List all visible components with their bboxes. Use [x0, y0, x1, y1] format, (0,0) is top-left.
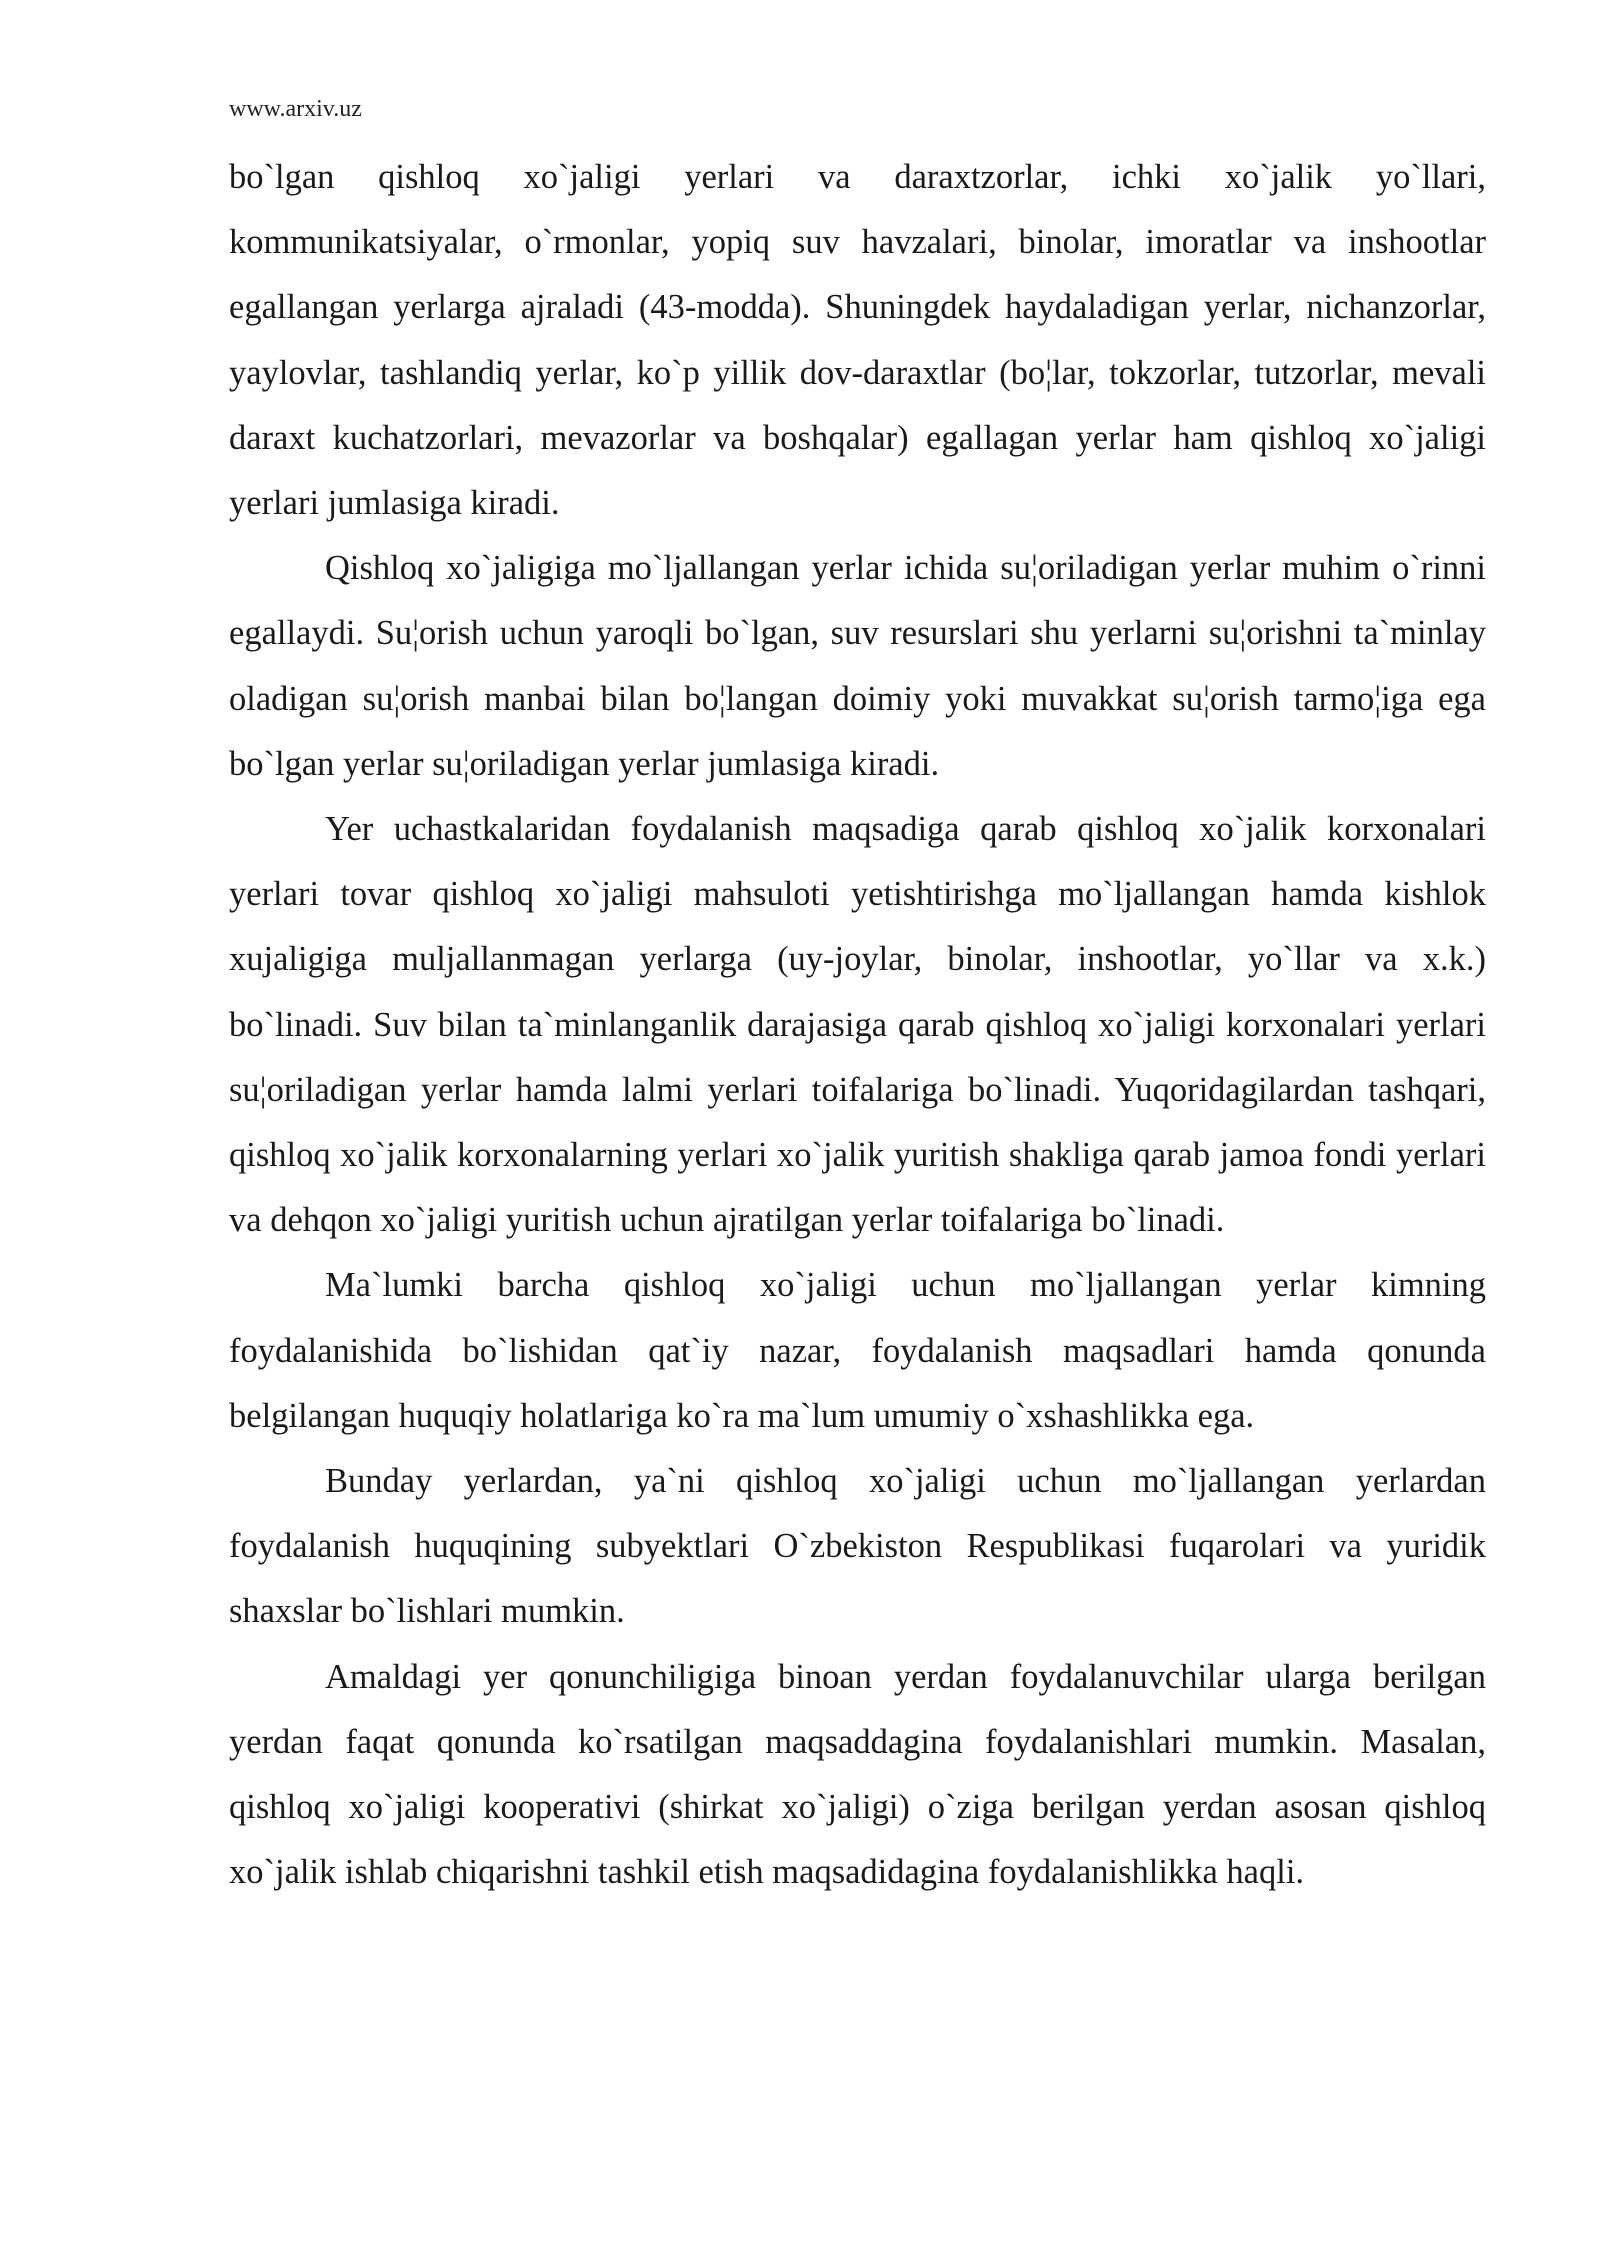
paragraph: Bunday yerlardan, ya`ni qishloq xo`jaligi uchun mo`ljallangan yerlardan foydalanish huquqining subyektlari O`zbekiston Respublikasi fuqarolari va yuridik shaxslar bo`lishlari mumkin. — [229, 1462, 1486, 1631]
paragraph: Amaldagi yer qonunchiligiga binoan yerdan foydalanuvchilar ularga berilgan yerdan faqat qonunda ko`rsatilgan maqsaddagina foydalanishlari mumkin. Masalan, qishloq xo`jaligi kooperativi (shirkat xo`jaligi) o`ziga berilgan yerdan asosan qishloq xo`jalik ishlab chiqarishni tashkil etish maqsadidagina foydalanishlikka haqli. — [229, 1657, 1486, 1892]
paragraph: Yer uchastkalaridan foydalanish maqsadiga qarab qishloq xo`jalik korxonalari yerlari tovar qishloq xo`jaligi mahsuloti yetishtirishga mo`ljallangan hamda kishlok xujaligiga muljallanmagan yerlarga (uy-joylar, binolar, inshootlar, yo`llar va x.k.) bo`linadi. Suv bilan ta`minlanganlik darajasiga qarab qishloq xo`jaligi korxonalari yerlari su¦oriladigan yerlar hamda lalmi yerlari toifalariga bo`linadi. Yuqoridagilardan tashqari, qishloq xo`jalik korxonalarning yerlari xo`jalik yuritish shakliga qarab jamoa fondi yerlari va dehqon xo`jaligi yuritish uchun ajratilgan yerlar toifalariga bo`linadi. — [229, 810, 1486, 1240]
site-url-header: www.arxiv.uz — [229, 96, 362, 122]
paragraph-continuation: bo`lgan qishloq xo`jaligi yerlari va daraxtzorlar, ichki xo`jalik yo`llari, kommunikatsiyalar, o`rmonlar, yopiq suv havzalari, binolar, imoratlar va inshootlar egallangan yerlarga ajraladi (43-modda). Shuningdek haydaladigan yerlar, nichanzorlar, yaylovlar, tashlandiq yerlar, ko`p yillik dov-daraxtlar (bo¦lar, tokzorlar, tutzorlar, mevali daraxt kuchatzorlari, mevazorlar va boshqalar) egallagan yerlar ham qishloq xo`jaligi yerlari jumlasiga kiradi. — [229, 158, 1486, 523]
paragraph: Qishloq xo`jaligiga mo`ljallangan yerlar ichida su¦oriladigan yerlar muhim o`rinni egallaydi. Su¦orish uchun yaroqli bo`lgan, suv resurslari shu yerlarni su¦orishni ta`minlay oladigan su¦orish manbai bilan bo¦langan doimiy yoki muvakkat su¦orish tarmo¦iga ega bo`lgan yerlar su¦oriladigan yerlar jumlasiga kiradi. — [229, 549, 1486, 783]
document-body — [229, 145, 1486, 1905]
paragraph: Ma`lumki barcha qishloq xo`jaligi uchun mo`ljallangan yerlar kimning foydalanishida bo`lishidan qat`iy nazar, foydalanish maqsadlari hamda qonunda belgilangan huquqiy holatlariga ko`ra ma`lum umumiy o`xshashlikka ega. — [229, 1266, 1486, 1435]
